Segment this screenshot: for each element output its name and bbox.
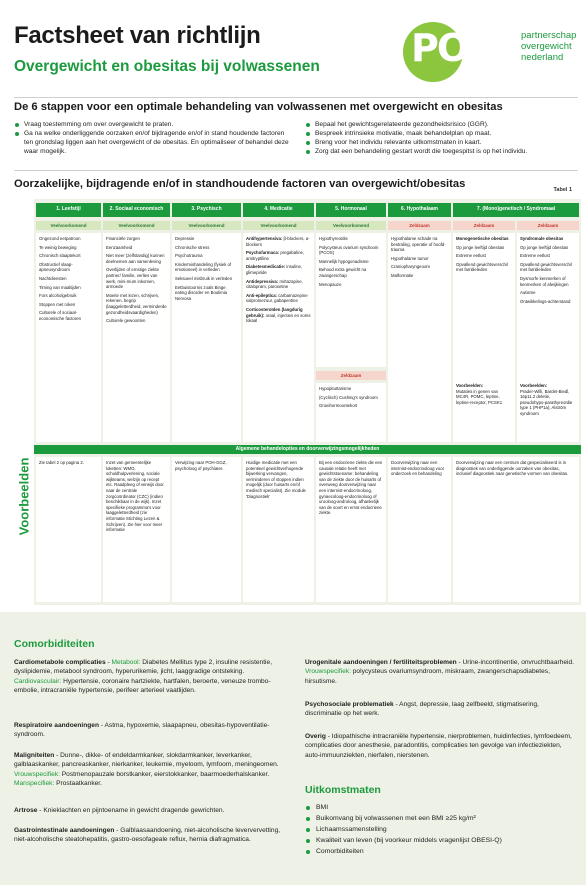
list-item: Seksueel misbruik in verleden — [175, 275, 233, 281]
list-item: Nachtdiensten — [39, 275, 67, 281]
factors-heading: Oorzakelijke, bijdragende en/of in standhoudende factoren van overgewicht/obesitas — [14, 178, 466, 190]
side-label: Voorbeelden — [16, 457, 32, 536]
col-header: 3. Psychisch — [172, 203, 241, 217]
col-header: 6. Hypothalaam — [388, 203, 451, 217]
cell-medicatie — [243, 233, 314, 442]
item-text: - Knieklachten en pijntoename in gewicht dragende gewrichten. — [37, 807, 225, 814]
cell-monogenetisch — [453, 233, 515, 442]
treatment-sociaal — [103, 457, 170, 602]
item-green: Metabool: — [111, 659, 141, 666]
list-item: Malformatie — [391, 272, 414, 278]
list-item: BMI — [305, 802, 577, 813]
treatment-medicatie — [243, 457, 314, 602]
list-item: Breng voor het individu relevante uitkomstmaten in kaart. — [305, 138, 585, 147]
list-item: Timing van maaltijden — [39, 284, 81, 290]
cell-leefstijl — [36, 233, 101, 442]
item-bold: Maligniteiten — [14, 752, 55, 759]
comorbid-item — [305, 732, 577, 760]
steps-list-right — [305, 120, 585, 156]
tag-veelvoorkomend: Veelvoorkomend — [172, 221, 241, 230]
item-text: insuline, glimepiride — [246, 264, 303, 275]
item-bold: Urogenitale aandoeningen / fertiliteitsproblemen — [305, 659, 457, 666]
comorbid-item — [14, 806, 289, 815]
tag-zeldzaam: Zeldzaam — [316, 371, 386, 380]
comorbid-heading: Comorbiditeiten — [14, 638, 95, 650]
logo-line: partnerschap — [521, 30, 577, 41]
tag-veelvoorkomend: Veelvoorkomend — [36, 221, 101, 230]
list-item: Hypothyreoïdie — [319, 236, 348, 241]
list-item: Niet meer (zelfstandig) kunnen deelnemen aan samenleving — [106, 253, 165, 264]
item-bold: Respiratoire aandoeningen — [14, 722, 100, 729]
steps-list-left — [14, 120, 294, 156]
list-item: Op jonge leeftijd obesitas — [456, 244, 505, 250]
list-item: Kindermishandeling (fysiek of emotioneel) in verleden — [175, 261, 232, 273]
list-item — [246, 236, 311, 247]
list-item: Kwaliteit van leven (bij voorkeur middels vragenlijst OBESI-Q) — [305, 835, 577, 846]
examples-label: Voorbeelden: — [456, 383, 484, 388]
list-item: Financiële zorgen — [106, 236, 140, 241]
cell-sociaal — [103, 233, 170, 442]
divider — [14, 97, 578, 98]
item-text: oraal, injecties en soms lokaal — [246, 312, 311, 324]
item-bold: Gastrointestinale aandoeningen — [14, 827, 115, 834]
list-item: Zorg dat een behandeling gestart wordt die toegespitst is op het individu. — [305, 147, 585, 156]
list-item: Buikomvang bij volwassenen met een BMI ≥25 kg/m² — [305, 813, 577, 824]
treatment-text: Verwijzing naar POH-GGZ, psycholoog of psychiater. — [175, 460, 227, 471]
treatment-genetisch — [453, 457, 579, 602]
item-green: Manspecifiek: — [14, 779, 55, 787]
item-bold: Corticosteroïden (langdurig gebruik): — [246, 306, 303, 318]
treatment-text: Doorverwijzing naar een internist-endocrinoloog voor onderzoek en behandeling — [391, 460, 445, 477]
list-item: Chronische stress — [175, 244, 210, 250]
steps-heading: De 6 stappen voor een optimale behandeling van volwassenen met overgewicht en obesitas — [14, 101, 503, 113]
item-green: Vrouwspecifiek: — [14, 770, 60, 778]
list-item: Lichaamssamenstelling — [305, 824, 577, 835]
list-item: Extreme eetlust — [520, 253, 550, 259]
list-item: Depressie — [175, 236, 195, 241]
list-item: Ongezond eetpatroon — [39, 236, 81, 241]
list-item: Bepaal het gewichtsgerelateerde gezondheidsrisico (GGR). — [305, 120, 585, 129]
logo-line: nederland — [521, 52, 564, 63]
comorbid-item — [305, 658, 577, 686]
list-item — [456, 236, 512, 242]
cell-hormonaal — [316, 233, 386, 367]
page-title: Factsheet van richtlijn — [14, 22, 261, 49]
col-header: 4. Medicatie — [243, 203, 314, 217]
list-item: Eenzaamheid — [106, 244, 133, 250]
tag-veelvoorkomend: Veelvoorkomend — [103, 221, 170, 230]
list-item — [246, 264, 311, 275]
item-text: polycysteus ovariumsyndroom, miskraam, zwangerschapsdiabetes, hirsutisme. — [305, 668, 550, 685]
treatment-text: Inzet van gemeentelijke loketten: WMO, schuldhulpverlening, sociale wijkteams, welzijn op recept etc. Raadpleeg of verwijs door naar de centrale zorgcoördinator (CZC) (indien beschikbaar in de wijk). Inzet specifieke programma's voor laaggeletterdheid (zie informatie Stichting Lezen & Schrijven). Zie hier voor meer informatie — [106, 460, 164, 533]
treatment-psychisch — [172, 457, 241, 602]
outcomes-heading: Uitkomstmaten — [305, 784, 381, 796]
list-item: Culturele gewoonten — [106, 318, 146, 324]
item-bold: Artrose — [14, 807, 38, 814]
treatment-text: Doorverwijzing naar een centrum dat gespecialiseerd is in diagnostiek van onderliggende oorzaken van obesitas, inclusief diagnostiek naar genetische vormen van obesitas. — [456, 460, 569, 477]
examples-text: Prader-Willi, Bardet-Biedl, 16p11.2 deletie, pseudohypo-parathyreoïdie type 1 (PHP1a), Alström syndroom — [520, 388, 573, 416]
list-item: Eetbuistoornis zoals Binge eating disorder en Boulimia Nervosa — [175, 284, 228, 301]
tag-zeldzaam: Zeldzaam — [517, 221, 579, 230]
list-item — [246, 250, 311, 261]
list-item: Overlijden of ernstige ziekte partner/ familie, verlies van werk, mini-mum inkomen, armoede — [106, 267, 160, 290]
item-text: - Astma, hypoxemie, slaapapneu, obesitas-hypoventilatie-syndroom. — [14, 722, 270, 739]
item-text: - Urine-incontinentie, onvruchtbaarheid. — [456, 659, 574, 666]
item-bold: Antihypertensiva: — [246, 236, 283, 241]
treatment-hormonaal — [316, 457, 386, 602]
list-item: Extreme eetlust — [456, 253, 486, 259]
examples — [520, 383, 576, 417]
examples-text: Mutaties in genen van MC4R, POMC, leptine, leptine-receptor, PCSK1 — [456, 388, 503, 405]
list-item: Stoppen met roken — [39, 301, 76, 307]
item-text: β-blockers, α-blockers — [246, 236, 310, 247]
item-text: - Angst, depressie, laag zelfbeeld, stigmatisering, discriminatie op het werk. — [305, 701, 539, 718]
col-header: 1. Leefstijl — [36, 203, 101, 217]
factors-table — [14, 199, 581, 605]
cell-syndromaal — [517, 233, 579, 442]
item-text: pregabaline, amitryptiline — [246, 250, 305, 261]
list-item: Ga na welke onderliggende oorzaken en/of bijdragende en/of in stand houdende factoren ten grondslag liggen aan het overgewicht of de obesitas. En optimaliseer of behandel deze waar mogelijk. — [14, 129, 294, 156]
col-header: 5. Hormonaal — [316, 203, 386, 217]
treatment-band: Algemene behandelopties en doorverwijzingsmogelijkheden — [34, 445, 581, 454]
item-text: - Dunne-, dikke- of endeldarmkanker, slokdarmkanker, leverkanker, galblaaskanker, pancreaskanker, nierkanker, leukemie, myeloom, lymfoom, meningeomen. — [14, 752, 279, 769]
list-item: Hypopituïtarisme — [319, 386, 352, 391]
list-item: Culturele of sociaal-economische factoren — [39, 310, 82, 321]
item-text: Diabetes Mellitus type 2, insuline resistentie, dyslipidemie, metabool syndroom, hyperurikemie, jicht, laaggradige ontsteking. — [14, 659, 273, 676]
examples — [456, 383, 512, 405]
list-item: Op jonge leeftijd obesitas — [520, 244, 569, 250]
side-panel — [14, 199, 34, 605]
item-text: Hypertensie, coronaire hartziekte, hartfalen, beroerte, veneuze trombo-embolie, intracraniële hypertensie, perifeer arterieel vaatlijden. — [14, 677, 271, 694]
list-item: Bespreek intrinsieke motivatie, maak behandelplan op maat. — [305, 129, 585, 138]
col-header: 2. Sociaal economisch — [103, 203, 170, 217]
list-item: Obstructief slaap-apneusyndroom — [39, 261, 73, 273]
list-item: Opvallend gewichtsverschil met familieleden — [456, 261, 508, 273]
list-item: (Cyclisch) Cushing's syndroom — [319, 394, 378, 400]
list-item: Dysmorfe kenmerken of kenmerken of afwijkingen — [520, 275, 569, 287]
list-item — [246, 307, 311, 324]
list-item: Menopauze — [319, 281, 342, 287]
list-item: Craniopharyngeoom — [391, 264, 430, 270]
list-item: Vraag toestemming om over overgewicht te praten. — [14, 120, 294, 129]
item-bold: Cardiometabole complicaties — [14, 659, 106, 666]
list-item — [246, 293, 311, 304]
item-text: - Idiopathische intracraniële hypertensie, nierproblemen, huidinfecties, lymfoedeem, complicaties door anesthesie, paradontitis, complicaties ten gevolge van infectieziekten, auto-immuunziekten, nierfalen, nierstenen. — [305, 733, 572, 759]
list-item: Hypothalame tumor — [391, 255, 429, 261]
cell-hormonaal-zeldzaam — [316, 383, 386, 442]
list-item: Fors alcoholgebruik — [39, 293, 77, 299]
item-text: mirtazapine, citalopram, paroxetine — [246, 278, 303, 290]
table-label: Tabel 1 — [553, 187, 572, 193]
item-text: carbamazepine valproïnezuur, gabapentine — [246, 292, 308, 304]
list-item: Psychotrauma — [175, 253, 203, 259]
treatment-text: Bij een endocriene ziekte die een causale relatie heeft met gewichtstoename: behandeling van de ziekte door de huisarts of overweeg doorverwijzing naar een internist-endocrinoloog, gynaecoloog-endocrinoloog of urooloog-androloog, afhankelijk van de soort en ernst endocriene ziekte. — [319, 460, 383, 516]
item-green: Vrouwspecifiek: — [305, 668, 351, 676]
comorbid-item — [14, 721, 289, 740]
treatment-text: Huidige medicatie met een potentieel gewichtverhogende bijwerking vervangen, verminderen of stoppen indien mogelijk (door huisarts en/of medisch specialist). Zie module 'Diagnostiek' — [246, 460, 306, 499]
tag-zeldzaam: Zeldzaam — [453, 221, 515, 230]
divider — [14, 170, 578, 171]
list-item: Opvallend gewichtsverschil met familieleden — [520, 261, 572, 273]
logo-letters: PON — [411, 26, 497, 70]
cell-hypothalaam — [388, 233, 451, 442]
item-text: Prostaatkanker. — [54, 779, 102, 787]
list-item: Autisme — [520, 290, 536, 296]
list-item: Mannelijk hypogonadisme — [319, 258, 369, 264]
item-bold: Anti-epileptica: — [246, 292, 278, 298]
treatment-text: Zie tabel 2 op pagina 2. — [39, 460, 84, 465]
item-bold: Overig — [305, 733, 326, 740]
comorbid-item — [14, 658, 289, 695]
list-item — [246, 279, 311, 290]
item-green: Cardiovasculair: — [14, 677, 62, 685]
treatment-leefstijl — [36, 457, 101, 602]
logo-text — [521, 30, 576, 63]
list-item: Groeihormoontekort — [319, 403, 358, 409]
bottom-section — [0, 612, 586, 885]
pon-logo — [403, 22, 578, 84]
outcomes-list — [305, 802, 577, 857]
page-subtitle: Overgewicht en obesitas bij volwassenen — [14, 58, 320, 75]
treatment-hypothalaam — [388, 457, 451, 602]
list-item: Behoud extra gewicht na zwangerschap — [319, 267, 367, 278]
item-bold: Psychosociale problematiek — [305, 701, 394, 708]
list-item: Moeite met lezen, schrijven, rekenen, begrip (laaggeletterdheid, verminderde gezondheidsvaardigheden) — [106, 292, 167, 315]
list-item — [520, 236, 576, 242]
col-header: 7. (Mono)genetisch / Syndromaal — [453, 203, 579, 217]
tag-veelvoorkomend: Veelvoorkomend — [243, 221, 314, 230]
item-bold: Diabetesmedicatie: — [246, 264, 286, 270]
list-item: Comorbiditeiten — [305, 846, 577, 857]
comorbid-item — [14, 751, 289, 788]
examples-label: Voorbeelden: — [520, 383, 548, 388]
item-text: - — [105, 659, 112, 666]
list-item: Te weinig beweging — [39, 244, 77, 250]
list-item: Ontwikkelings-achterstand — [520, 298, 571, 304]
item-bold: Syndromale obesitas — [520, 236, 564, 241]
item-text: Postmenopauzale borstkanker, eierstokkanker, baarmoederhalskanker. — [59, 770, 270, 778]
list-item: Polycysteus ovarium syndroom (PCOS) — [319, 244, 379, 256]
logo-line: overgewicht — [521, 41, 572, 52]
list-item: Chronisch slaaptekort — [39, 253, 81, 259]
item-bold: Antidepressiva: — [246, 278, 279, 284]
tag-zeldzaam: Zeldzaam — [388, 221, 451, 230]
comorbid-item — [305, 700, 577, 719]
comorbid-item — [14, 826, 289, 845]
tag-veelvoorkomend: Veelvoorkomend — [316, 221, 386, 230]
cell-psychisch — [172, 233, 241, 442]
item-bold: Monogenetische obesitas — [456, 236, 509, 241]
item-bold: Psychofarmaca: — [246, 250, 280, 256]
item-text: - Galblaasaandoening, niet-alcoholische leververvetting, niet-alcoholische steatohepatitis, gastro-oesofageale reflux, hernia diafragmatica. — [14, 827, 281, 844]
list-item: Hypothalame schade na bestraling, operatie of hoofd-trauma — [391, 236, 446, 253]
